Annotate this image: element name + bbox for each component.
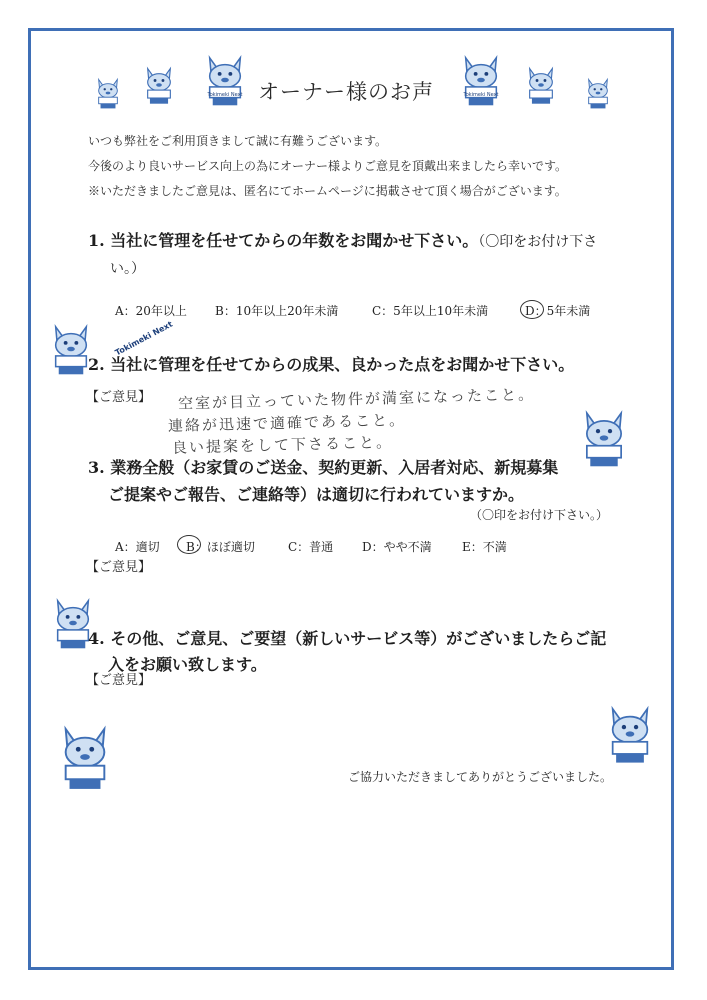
question-3: 3. 業務全般（お家賃のご送金、契約更新、入居者対応、新規募集: [88, 458, 559, 477]
intro-line: いつも弊社をご利用頂きまして誠に有難うございます。: [88, 134, 388, 148]
intro-line: ※いただきましたご意見は、匿名にてホームページに掲載させて頂く場合がございます。: [88, 184, 567, 198]
question-3-note: （〇印をお付け下さい。）: [470, 508, 609, 522]
mascot-icon: [94, 76, 122, 110]
q1-option-b[interactable]: B：10年以上20年未満: [215, 304, 339, 318]
mascot-icon: [584, 76, 612, 110]
q1-option-c[interactable]: C：5年以上10年未満: [372, 304, 489, 318]
handwritten-answer: 良い提案をして下さること。: [171, 433, 394, 457]
mascot-icon: [202, 52, 248, 108]
mascot-icon: [575, 408, 633, 468]
selected-circle: [520, 300, 544, 319]
q3-option-d[interactable]: D：やや不満: [362, 540, 432, 554]
mascot-sign: Tokimeki Next: [113, 319, 175, 358]
selected-circle: [177, 535, 201, 554]
opinion-label: 【ご意見】: [86, 390, 152, 405]
page-title: オーナー様のお声: [258, 80, 434, 104]
q3-option-c[interactable]: C：普通: [288, 540, 334, 554]
handwritten-answer: 空室が目立っていた物件が満室になったこと。: [177, 385, 536, 413]
mascot-icon: [56, 716, 114, 798]
q3-option-a[interactable]: A：適切: [115, 540, 160, 554]
question-4-cont: 入をお願い致します。: [108, 655, 267, 674]
thanks-message: ご協力いただきましてありがとうございました。: [348, 770, 613, 784]
question-4: 4. その他、ご意見、ご要望（新しいサービス等）がございましたらご記: [88, 629, 607, 648]
question-3-cont: ご提案やご報告、ご連絡等）は適切に行われていますか。: [108, 485, 525, 504]
mascot-sign: Tokimeki Next: [463, 92, 499, 98]
intro-line: 今後のより良いサービス向上の為にオーナー様よりご意見を頂戴出来ましたら幸いです。: [88, 159, 568, 173]
question-2: 2. 当社に管理を任せてからの成果、良かった点をお聞かせ下さい。: [88, 355, 575, 374]
q1-option-a[interactable]: A：20年以上: [115, 304, 187, 318]
mascot-icon: [524, 64, 558, 106]
opinion-label: 【ご意見】: [86, 673, 152, 688]
q1-option-d[interactable]: D：5年未満: [525, 304, 591, 318]
mascot-sign: Tokimeki Next: [207, 92, 243, 98]
handwritten-answer: 連絡が迅速で適確であること。: [167, 410, 407, 436]
mascot-icon: [604, 694, 656, 774]
opinion-label: 【ご意見】: [86, 560, 152, 575]
q3-option-e[interactable]: E：不満: [462, 540, 507, 554]
mascot-icon: [142, 64, 176, 106]
mascot-shirt: Next: [68, 768, 90, 777]
mascot-icon: [458, 52, 504, 108]
question-1-cont: い。）: [110, 261, 145, 277]
q3-option-b[interactable]: B：ほぼ適切: [186, 540, 255, 554]
question-1: 1. 当社に管理を任せてからの年数をお聞かせ下さい。（〇印をお付け下さ: [88, 231, 598, 250]
